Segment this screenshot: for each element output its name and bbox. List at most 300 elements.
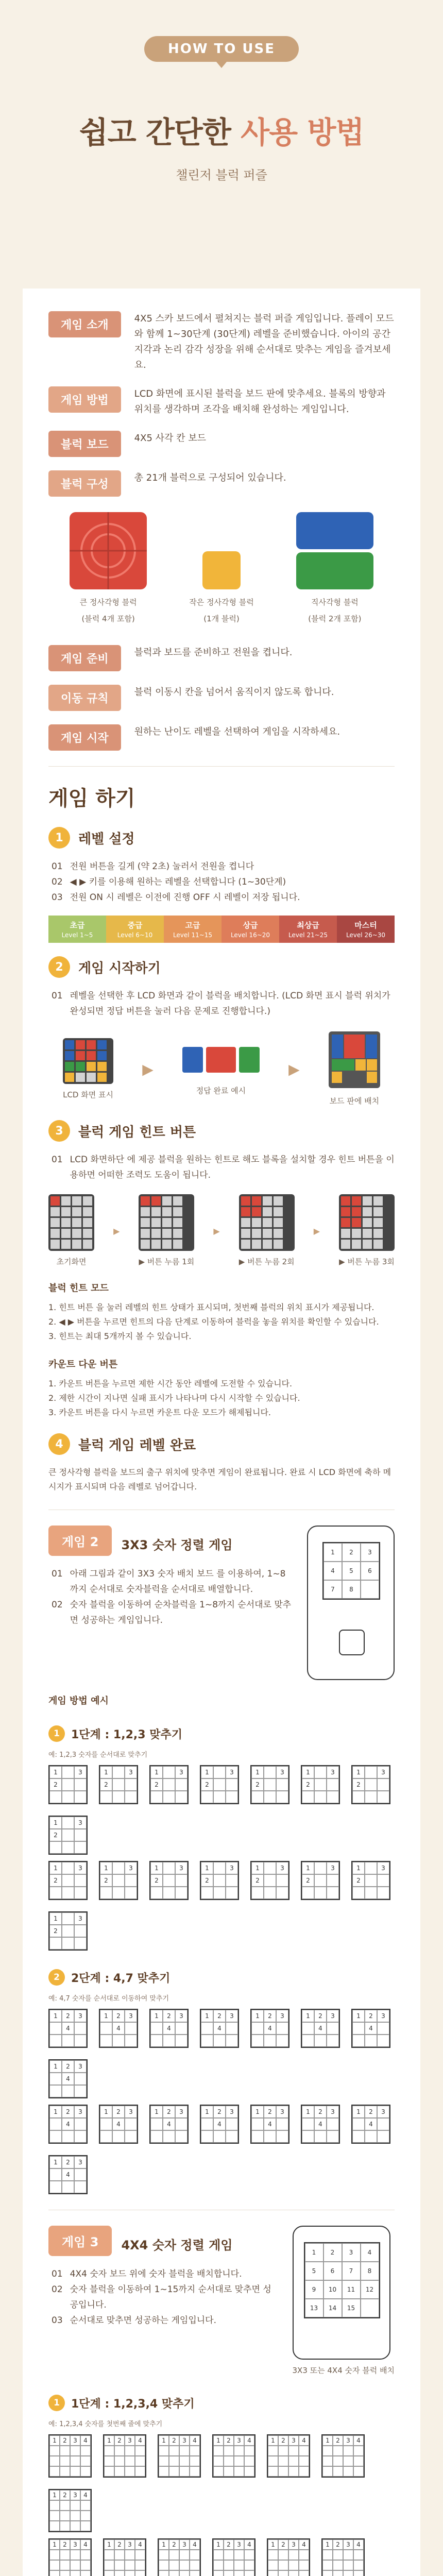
number-cell: [264, 1862, 276, 1874]
number-cell: 3: [179, 2435, 190, 2446]
number-cell: [62, 1766, 74, 1778]
number-cell: [302, 1791, 314, 1803]
number-cell: 1: [159, 2539, 169, 2550]
hint-cell: [241, 1240, 250, 1249]
number-cell: [234, 2466, 244, 2477]
number-cell: [213, 1862, 226, 1874]
number-cell: [163, 1862, 175, 1874]
number-cell: [327, 2022, 339, 2035]
number-cell: 3: [179, 2539, 190, 2550]
hint-cell: [61, 1207, 71, 1216]
number-cell: [365, 1874, 377, 1887]
intro-text: 4X5 스카 보드에서 펼쳐지는 블럭 퍼즐 게임입니다. 플레이 모드와 함께 1~30단계 (30단계) 레벨을 준비했습니다. 아이의 공간 지각과 논리 감각 성장을 위해 순서대로 맞추는 게임을 즐겨보세요.: [134, 313, 394, 370]
number-cell: 3: [125, 2539, 135, 2550]
number-cell: [80, 2521, 91, 2531]
number-cell: [60, 2446, 70, 2456]
intro-extra-row: [48, 645, 395, 671]
number-cell: [201, 1791, 213, 1803]
hint-cell: [61, 1196, 71, 1206]
number-cell: [226, 1874, 238, 1887]
step-1-list: [48, 859, 395, 905]
number-cell: [104, 2560, 114, 2570]
step-2: [48, 956, 395, 978]
number-cell: [251, 2118, 264, 2130]
number-cell: [49, 2511, 60, 2521]
number-cell: [49, 2022, 62, 2035]
number-cell: [49, 2035, 62, 2047]
number-cell: [213, 2035, 226, 2047]
number-cell: [62, 1778, 74, 1791]
hint-cell: [373, 1218, 383, 1227]
number-cell: [327, 2035, 339, 2047]
number-cell: 4: [244, 2435, 254, 2446]
number-cell: [327, 1887, 339, 1899]
hint-cell: [162, 1207, 172, 1216]
number-cell: [114, 2466, 125, 2477]
number-cell: [190, 2456, 200, 2466]
number-cell: [299, 2570, 309, 2576]
hint-cell: [141, 1229, 150, 1238]
round-grid: [48, 2105, 88, 2144]
number-cell: [175, 2130, 188, 2143]
step-1: [48, 827, 395, 849]
round-grid: [158, 2538, 201, 2576]
hint-cell: [141, 1207, 150, 1216]
number-cell: [80, 2446, 91, 2456]
number-cell: [179, 2560, 190, 2570]
number-cell: [49, 2456, 60, 2466]
hint-screen-caption: ▶ 버튼 누름 3회: [339, 1257, 395, 1266]
number-cell: 2: [112, 2010, 125, 2022]
round-grid: [149, 1765, 189, 1804]
number-cell: [365, 2035, 377, 2047]
step-2-item-text: 레벨을 선택한 후 LCD 화면과 같이 블럭을 배치합니다. (LCD 화면 표시 블럭 위치가 완성되면 정답 버튼을 눌러 다음 문제로 진행합니다.): [70, 991, 390, 1016]
device-number-cell: 7: [323, 1580, 342, 1599]
number-cell: [159, 2550, 169, 2560]
number-cell: 2: [100, 1874, 112, 1887]
device-number-cell: [361, 1580, 379, 1599]
number-cell: [74, 1874, 87, 1887]
number-cell: 1: [49, 1766, 62, 1778]
big-square-icon: [70, 512, 147, 589]
number-cell: [234, 2570, 244, 2576]
number-cell: 3: [175, 1862, 188, 1874]
number-cell: [49, 2570, 60, 2576]
hint-cell: [274, 1196, 283, 1206]
device-number-cell: 15: [342, 2299, 361, 2317]
device-number-cell: 11: [342, 2280, 361, 2299]
step-2-item-number: 01: [52, 991, 63, 1001]
number-cell: 1: [104, 2539, 114, 2550]
number-cell: 3: [377, 2010, 389, 2022]
number-cell: 3: [70, 2490, 80, 2500]
number-cell: [234, 2456, 244, 2466]
hint-cell: [141, 1240, 150, 1249]
countdown-line: 3. 카운트 버튼을 다시 누르면 카운트 다운 모드가 해제됩니다.: [48, 1408, 271, 1417]
device-number-cell: 8: [342, 1580, 361, 1599]
intro-tag: 게임 방법: [48, 386, 121, 413]
device-number-grid-4x4: [304, 2242, 380, 2318]
number-cell: [377, 2118, 389, 2130]
number-cell: [125, 2022, 137, 2035]
number-cell: 1: [268, 2435, 278, 2446]
number-cell: 3: [125, 2010, 137, 2022]
number-cell: [114, 2550, 125, 2560]
small-square-caption-1: 작은 정사각형 블럭: [189, 598, 254, 607]
number-cell: [175, 1887, 188, 1899]
step-3-title: 블럭 게임 힌트 버튼: [78, 1124, 196, 1140]
number-cell: [353, 2446, 364, 2456]
number-cell: 2: [333, 2435, 343, 2446]
round-grid: [48, 2155, 88, 2194]
number-cell: [100, 2118, 112, 2130]
arrow-right-icon: ▶: [213, 1226, 220, 1236]
number-cell: [251, 2022, 264, 2035]
number-cell: 4: [314, 2118, 327, 2130]
number-cell: [74, 2073, 87, 2085]
number-cell: [125, 2118, 137, 2130]
number-cell: [112, 1874, 125, 1887]
number-cell: 1: [100, 2106, 112, 2118]
hint-cell: [162, 1240, 172, 1249]
level-segment: [48, 916, 106, 943]
step-1-item: [52, 859, 395, 874]
step-1-item: [52, 890, 395, 905]
number-cell: [343, 2466, 353, 2477]
number-cell: [74, 1887, 87, 1899]
round-grid-row: [48, 2105, 395, 2194]
number-cell: 4: [213, 2022, 226, 2035]
number-cell: [49, 1937, 62, 1950]
number-cell: 2: [150, 1874, 163, 1887]
number-cell: 1: [49, 1912, 62, 1925]
step-1-item-text: ◀ ▶ 키를 이용해 원하는 레벨을 선택합니다 (1~30단계): [70, 877, 286, 887]
number-cell: [62, 1925, 74, 1937]
number-cell: 4: [62, 2022, 74, 2035]
hint-cell: [72, 1207, 81, 1216]
number-cell: 3: [74, 2106, 87, 2118]
game-3-item-text: 순서대로 맞추면 성공하는 게임입니다.: [70, 2315, 217, 2326]
number-cell: 3: [343, 2435, 353, 2446]
hint-line: 1. 힌트 버튼 을 눌러 레벨의 힌트 상태가 표시되며, 첫번째 블럭의 위치 표시가 제공됩니다.: [48, 1302, 374, 1312]
number-cell: [80, 2560, 91, 2570]
hint-screen-grid: [48, 1194, 94, 1251]
number-cell: 1: [352, 1862, 365, 1874]
number-cell: [276, 1874, 288, 1887]
number-cell: [352, 2035, 365, 2047]
number-cell: [112, 1766, 125, 1778]
hint-cell: [151, 1207, 161, 1216]
number-cell: [49, 2130, 62, 2143]
number-cell: [112, 2035, 125, 2047]
hint-cell: [263, 1218, 272, 1227]
number-cell: [114, 2570, 125, 2576]
number-cell: [100, 2022, 112, 2035]
number-cell: 1: [49, 1862, 62, 1874]
device-number-cell: 4: [361, 2243, 379, 2262]
number-cell: [62, 1912, 74, 1925]
number-cell: 2: [302, 1874, 314, 1887]
number-cell: 1: [322, 2539, 333, 2550]
number-cell: [49, 2118, 62, 2130]
number-cell: [190, 2570, 200, 2576]
intro-row: [48, 470, 395, 497]
level-bar: [48, 916, 395, 943]
number-cell: [74, 1841, 87, 1854]
number-cell: 1: [49, 2060, 62, 2073]
number-cell: 4: [299, 2539, 309, 2550]
play-section-title: 게임 하기: [48, 787, 135, 810]
game-3-device-wrap: [293, 2226, 395, 2376]
number-cell: 3: [74, 1912, 87, 1925]
hint-cell: [50, 1229, 60, 1238]
number-cell: [213, 2550, 224, 2560]
hint-screen: [48, 1194, 94, 1267]
number-cell: [201, 2130, 213, 2143]
title-part-b: 사용 방법: [241, 115, 364, 150]
number-cell: [49, 2085, 62, 2097]
number-cell: 1: [49, 2010, 62, 2022]
intro-extra-row: [48, 724, 395, 751]
hint-cell: [363, 1229, 372, 1238]
number-cell: 1: [213, 2435, 224, 2446]
countdown-line: 1. 카운트 버튼을 누르면 제한 시간 동안 레벨에 도전할 수 있습니다.: [48, 1379, 293, 1388]
number-cell: [74, 2181, 87, 2193]
hint-cell: [274, 1240, 283, 1249]
hint-cell: [162, 1218, 172, 1227]
step-2-illustration: [48, 1031, 395, 1107]
number-cell: [163, 1791, 175, 1803]
intro-tag: 블럭 보드: [48, 431, 121, 457]
number-cell: 2: [112, 2106, 125, 2118]
number-cell: [343, 2446, 353, 2456]
intro-row: [48, 386, 395, 417]
number-cell: [135, 2466, 145, 2477]
number-cell: 2: [278, 2539, 288, 2550]
hint-cell: [72, 1240, 81, 1249]
round-title: 1단계 : 1,2,3 맞추기: [71, 1728, 182, 1741]
game-2-item-text: 숫자 블럭을 이동하여 순차블럭을 1~8까지 순서대로 맞추면 성공하는 게임입니다.: [70, 1600, 292, 1625]
number-cell: 3: [327, 2106, 339, 2118]
hint-cell: [274, 1207, 283, 1216]
game-2-text: [48, 1526, 292, 1680]
hint-cell: [151, 1196, 161, 1206]
game-3-item-number: 01: [52, 2269, 63, 2279]
number-cell: [163, 2130, 175, 2143]
game-3-intro: [48, 2226, 395, 2376]
round-grid: [103, 2434, 146, 2478]
game-3-device: [293, 2226, 390, 2360]
number-cell: [175, 1874, 188, 1887]
number-cell: [226, 2022, 238, 2035]
hint-cell: [341, 1207, 350, 1216]
number-cell: 3: [125, 1766, 137, 1778]
step-4: [48, 1433, 395, 1455]
number-cell: 2: [201, 1778, 213, 1791]
hint-cell: [252, 1229, 261, 1238]
round-grid-row: [48, 1861, 395, 1951]
step-1-item-text: 전원 버튼을 길게 (약 2초) 눌러서 전원을 켭니다: [70, 861, 254, 872]
number-cell: [327, 2118, 339, 2130]
number-cell: [268, 2456, 278, 2466]
hint-cell: [352, 1207, 361, 1216]
number-cell: [299, 2550, 309, 2560]
round-grid: [103, 2538, 146, 2576]
number-cell: 3: [226, 2010, 238, 2022]
number-cell: [179, 2456, 190, 2466]
number-cell: [163, 2035, 175, 2047]
number-cell: 3: [327, 1862, 339, 1874]
rectangle-caption-1: 직사각형 블럭: [311, 598, 359, 607]
level-name: 중급: [127, 921, 143, 930]
step-4-number: 4: [48, 1433, 70, 1455]
number-cell: [302, 2130, 314, 2143]
lcd-mini-grid: [63, 1038, 113, 1084]
number-cell: 4: [163, 2118, 175, 2130]
hint-cell: [141, 1196, 150, 1206]
number-cell: [322, 2446, 333, 2456]
number-cell: 1: [159, 2435, 169, 2446]
number-cell: 3: [175, 1766, 188, 1778]
number-cell: [288, 2550, 299, 2560]
number-cell: 1: [352, 1766, 365, 1778]
hint-cell: [341, 1196, 350, 1206]
step-3-item: [52, 1152, 395, 1183]
number-cell: [163, 1887, 175, 1899]
number-cell: 3: [74, 1862, 87, 1874]
intro-extra-text: 원하는 난이도 레벨을 선택하여 게임을 시작하세요.: [134, 726, 340, 737]
number-cell: [112, 1862, 125, 1874]
number-cell: [49, 1791, 62, 1803]
device-number-cell: 6: [323, 2262, 342, 2280]
number-cell: [125, 2446, 135, 2456]
number-cell: 2: [62, 2060, 74, 2073]
round-grid: [301, 1861, 340, 1900]
game-3-item: [52, 2313, 277, 2328]
number-cell: 2: [60, 2490, 70, 2500]
number-cell: 2: [365, 2010, 377, 2022]
number-cell: [264, 1887, 276, 1899]
number-cell: [104, 2456, 114, 2466]
number-cell: [322, 2560, 333, 2570]
number-cell: [278, 2466, 288, 2477]
number-cell: 1: [352, 2106, 365, 2118]
number-cell: 1: [201, 1862, 213, 1874]
number-cell: 4: [62, 2073, 74, 2085]
hint-screen: [239, 1194, 295, 1267]
level-segment: [337, 916, 395, 943]
round-grid: [48, 2009, 88, 2048]
number-cell: [224, 2456, 234, 2466]
game-2-item-number: 01: [52, 1569, 63, 1579]
number-cell: 3: [125, 2106, 137, 2118]
number-cell: [234, 2446, 244, 2456]
round-grid-row: [48, 2538, 395, 2576]
round-grid: [99, 1765, 138, 1804]
number-cell: 1: [268, 2539, 278, 2550]
number-cell: [343, 2560, 353, 2570]
number-cell: [190, 2560, 200, 2570]
device-button[interactable]: [339, 1630, 365, 1655]
number-cell: 4: [244, 2539, 254, 2550]
hint-cell: [83, 1196, 92, 1206]
number-cell: 1: [150, 2106, 163, 2118]
number-cell: [150, 2130, 163, 2143]
device-number-cell: 13: [305, 2299, 323, 2317]
number-cell: [112, 1778, 125, 1791]
hint-screens: [48, 1194, 395, 1267]
step-1-title: 레벨 설정: [78, 831, 135, 847]
number-cell: [377, 1791, 389, 1803]
level-name: 상급: [243, 921, 258, 930]
hint-cell: [252, 1196, 261, 1206]
number-cell: 2: [213, 2010, 226, 2022]
round-grid: [250, 1861, 289, 1900]
lcd-caption: LCD 화면 표시: [63, 1090, 113, 1099]
hint-cell: [162, 1229, 172, 1238]
board-placement-example: [329, 1031, 380, 1107]
number-cell: [333, 2570, 343, 2576]
number-cell: [314, 2035, 327, 2047]
hint-cell: [241, 1218, 250, 1227]
round-number: 2: [48, 1969, 65, 1986]
number-cell: [60, 2570, 70, 2576]
number-cell: 4: [135, 2539, 145, 2550]
number-cell: [74, 2118, 87, 2130]
round-grid: [200, 2009, 239, 2048]
step-1-item: [52, 874, 395, 890]
level-segment: [222, 916, 279, 943]
number-cell: [114, 2446, 125, 2456]
number-cell: [62, 1887, 74, 1899]
round-grid: [48, 1911, 88, 1951]
number-cell: 1: [150, 1766, 163, 1778]
device-number-cell: 1: [323, 1543, 342, 1562]
step-1-item-number: 03: [52, 892, 63, 903]
number-cell: 3: [288, 2539, 299, 2550]
hint-mode-lines: [48, 1300, 395, 1344]
hint-cell: [50, 1240, 60, 1249]
number-cell: [49, 2446, 60, 2456]
hint-cell: [83, 1240, 92, 1249]
number-cell: [264, 2130, 276, 2143]
intro-row: [48, 431, 395, 457]
hint-cell: [352, 1196, 361, 1206]
hint-cell: [352, 1229, 361, 1238]
round-grid: [200, 2105, 239, 2144]
number-cell: [302, 2035, 314, 2047]
hint-cell: [151, 1240, 161, 1249]
number-cell: [322, 2456, 333, 2466]
hint-line: 3. 힌트는 최대 5개까지 볼 수 있습니다.: [48, 1331, 192, 1341]
number-cell: 4: [264, 2022, 276, 2035]
hint-cell: [151, 1229, 161, 1238]
round-grid: [149, 2009, 189, 2048]
hint-cell: [61, 1218, 71, 1227]
round-grid: [301, 2009, 340, 2048]
device-number-cell: 9: [305, 2280, 323, 2299]
number-cell: [125, 2560, 135, 2570]
number-cell: [80, 2500, 91, 2511]
number-cell: [278, 2560, 288, 2570]
number-cell: [150, 2118, 163, 2130]
number-cell: [365, 1778, 377, 1791]
number-cell: [104, 2446, 114, 2456]
level-segment: [279, 916, 337, 943]
number-cell: 2: [251, 1874, 264, 1887]
number-cell: [343, 2456, 353, 2466]
hint-cell: [363, 1196, 372, 1206]
